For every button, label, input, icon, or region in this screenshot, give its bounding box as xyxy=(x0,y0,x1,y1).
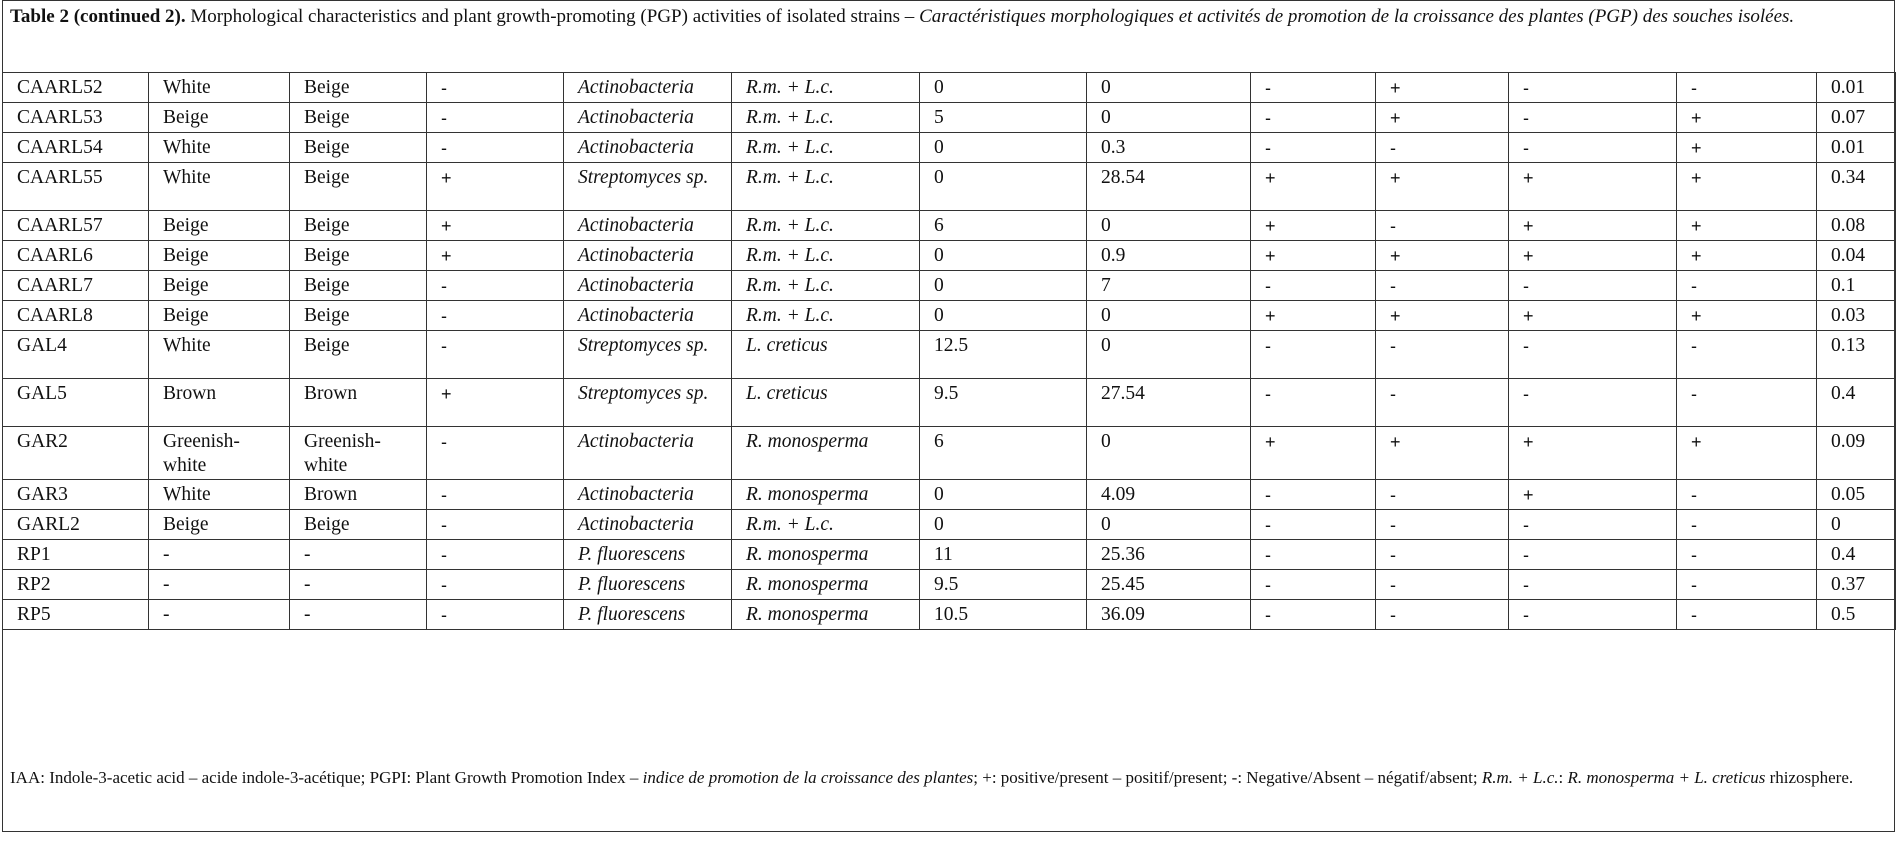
table-row xyxy=(3,163,1896,211)
cell-pigment: - xyxy=(427,570,564,600)
cell-strain: RP2 xyxy=(3,570,149,600)
cell-substrate-mycelium: Beige xyxy=(290,133,427,163)
cell-col11: - xyxy=(1509,540,1677,570)
cell-col10: + xyxy=(1376,301,1509,331)
cell-aerial-mycelium: Greenish-white xyxy=(149,427,290,480)
cell-iaa: 9.5 xyxy=(920,379,1087,427)
cell-substrate-mycelium: Beige xyxy=(290,510,427,540)
table-row xyxy=(3,540,1896,570)
cell-pgpi: 0.4 xyxy=(1817,379,1896,427)
table-row xyxy=(3,480,1896,510)
cell-iaa: 0 xyxy=(920,271,1087,301)
cell-identification: Actinobacteria xyxy=(564,133,732,163)
cell-col9: + xyxy=(1251,163,1376,211)
table-row xyxy=(3,427,1896,480)
cell-strain: RP1 xyxy=(3,540,149,570)
cell-aerial-mycelium: Beige xyxy=(149,510,290,540)
cell-col10: - xyxy=(1376,540,1509,570)
cell-pigment: - xyxy=(427,271,564,301)
cell-pigment: - xyxy=(427,480,564,510)
cell-col9: - xyxy=(1251,331,1376,379)
cell-col12: + xyxy=(1677,103,1817,133)
table-row xyxy=(3,211,1896,241)
cell-iaa: 6 xyxy=(920,427,1087,480)
cell-col11: - xyxy=(1509,73,1677,103)
cell-col9: - xyxy=(1251,480,1376,510)
cell-col9: + xyxy=(1251,241,1376,271)
cell-col11: - xyxy=(1509,103,1677,133)
cell-col12: - xyxy=(1677,510,1817,540)
cell-pigment: - xyxy=(427,600,564,630)
cell-origin: R. monosperma xyxy=(732,480,920,510)
cell-col9: - xyxy=(1251,379,1376,427)
cell-col10: - xyxy=(1376,211,1509,241)
cell-aerial-mycelium: White xyxy=(149,73,290,103)
cell-phosphate: 0 xyxy=(1087,427,1251,480)
cell-col12: + xyxy=(1677,133,1817,163)
table-row xyxy=(3,331,1896,379)
cell-pgpi: 0.04 xyxy=(1817,241,1896,271)
cell-origin: R.m. + L.c. xyxy=(732,301,920,331)
cell-origin: R.m. + L.c. xyxy=(732,73,920,103)
cell-identification: Streptomyces sp. xyxy=(564,331,732,379)
cell-col12: - xyxy=(1677,73,1817,103)
cell-phosphate: 28.54 xyxy=(1087,163,1251,211)
cell-pgpi: 0.34 xyxy=(1817,163,1896,211)
cell-pigment: + xyxy=(427,379,564,427)
cell-pgpi: 0 xyxy=(1817,510,1896,540)
cell-col11: - xyxy=(1509,379,1677,427)
cell-phosphate: 0 xyxy=(1087,103,1251,133)
cell-pgpi: 0.03 xyxy=(1817,301,1896,331)
cell-iaa: 12.5 xyxy=(920,331,1087,379)
cell-strain: GARL2 xyxy=(3,510,149,540)
cell-pgpi: 0.4 xyxy=(1817,540,1896,570)
cell-col10: - xyxy=(1376,133,1509,163)
cell-col12: - xyxy=(1677,379,1817,427)
cell-col10: - xyxy=(1376,331,1509,379)
cell-substrate-mycelium: Beige xyxy=(290,301,427,331)
footnote-part3: ; +: positive/present – positif/present; -: Negative/Absent – négatif/absent; xyxy=(973,768,1482,787)
cell-aerial-mycelium: White xyxy=(149,480,290,510)
cell-pgpi: 0.5 xyxy=(1817,600,1896,630)
cell-strain: GAL4 xyxy=(3,331,149,379)
cell-pigment: + xyxy=(427,211,564,241)
cell-origin: R. monosperma xyxy=(732,600,920,630)
cell-iaa: 11 xyxy=(920,540,1087,570)
cell-pgpi: 0.01 xyxy=(1817,73,1896,103)
cell-strain: CAARL57 xyxy=(3,211,149,241)
cell-pigment: - xyxy=(427,103,564,133)
cell-pgpi: 0.37 xyxy=(1817,570,1896,600)
cell-strain: CAARL53 xyxy=(3,103,149,133)
strains-table xyxy=(2,72,1896,630)
table-row xyxy=(3,570,1896,600)
cell-col9: - xyxy=(1251,73,1376,103)
caption-french: Caractéristiques morphologiques et activités de promotion de la croissance des plantes (PGP) des souches isolées. xyxy=(919,6,1795,27)
cell-phosphate: 0 xyxy=(1087,301,1251,331)
cell-origin: L. creticus xyxy=(732,379,920,427)
table-row xyxy=(3,379,1896,427)
cell-phosphate: 7 xyxy=(1087,271,1251,301)
cell-col10: - xyxy=(1376,600,1509,630)
cell-substrate-mycelium: Brown xyxy=(290,480,427,510)
cell-col11: - xyxy=(1509,271,1677,301)
cell-col11: - xyxy=(1509,133,1677,163)
cell-iaa: 0 xyxy=(920,73,1087,103)
cell-strain: CAARL6 xyxy=(3,241,149,271)
cell-substrate-mycelium: Beige xyxy=(290,73,427,103)
cell-col10: - xyxy=(1376,480,1509,510)
cell-identification: Actinobacteria xyxy=(564,73,732,103)
cell-col9: - xyxy=(1251,600,1376,630)
cell-col12: - xyxy=(1677,570,1817,600)
cell-iaa: 5 xyxy=(920,103,1087,133)
cell-identification: P. fluorescens xyxy=(564,540,732,570)
table-body xyxy=(3,73,1896,630)
caption-english: Morphological characteristics and plant growth-promoting (PGP) activities of isolated strains – xyxy=(185,6,920,27)
table-row xyxy=(3,600,1896,630)
cell-pigment: - xyxy=(427,73,564,103)
cell-phosphate: 25.36 xyxy=(1087,540,1251,570)
cell-substrate-mycelium: Greenish-white xyxy=(290,427,427,480)
cell-col9: - xyxy=(1251,540,1376,570)
cell-pigment: + xyxy=(427,163,564,211)
cell-substrate-mycelium: Beige xyxy=(290,241,427,271)
footnote-part6: R. monosperma + L. creticus xyxy=(1567,768,1766,787)
cell-phosphate: 25.45 xyxy=(1087,570,1251,600)
cell-col9: - xyxy=(1251,570,1376,600)
cell-origin: R. monosperma xyxy=(732,427,920,480)
cell-identification: Actinobacteria xyxy=(564,211,732,241)
cell-col12: - xyxy=(1677,540,1817,570)
cell-origin: L. creticus xyxy=(732,331,920,379)
cell-origin: R.m. + L.c. xyxy=(732,271,920,301)
table-row xyxy=(3,510,1896,540)
cell-iaa: 0 xyxy=(920,301,1087,331)
cell-col12: + xyxy=(1677,301,1817,331)
cell-aerial-mycelium: Beige xyxy=(149,271,290,301)
cell-phosphate: 0 xyxy=(1087,331,1251,379)
cell-aerial-mycelium: Brown xyxy=(149,379,290,427)
cell-col11: - xyxy=(1509,331,1677,379)
cell-col12: - xyxy=(1677,271,1817,301)
cell-aerial-mycelium: White xyxy=(149,133,290,163)
footnote-part1: IAA: Indole-3-acetic acid – acide indole-3-acétique; PGPI: Plant Growth Promotion Index – xyxy=(10,768,643,787)
cell-aerial-mycelium: - xyxy=(149,570,290,600)
cell-origin: R.m. + L.c. xyxy=(732,241,920,271)
cell-iaa: 0 xyxy=(920,133,1087,163)
cell-col10: + xyxy=(1376,73,1509,103)
cell-strain: CAARL55 xyxy=(3,163,149,211)
cell-identification: Streptomyces sp. xyxy=(564,379,732,427)
cell-identification: Streptomyces sp. xyxy=(564,163,732,211)
cell-pgpi: 0.07 xyxy=(1817,103,1896,133)
cell-col9: + xyxy=(1251,427,1376,480)
cell-col11: + xyxy=(1509,480,1677,510)
cell-identification: Actinobacteria xyxy=(564,271,732,301)
cell-col12: - xyxy=(1677,600,1817,630)
table-row xyxy=(3,73,1896,103)
cell-col10: - xyxy=(1376,379,1509,427)
cell-strain: GAL5 xyxy=(3,379,149,427)
cell-col9: - xyxy=(1251,510,1376,540)
cell-pigment: - xyxy=(427,133,564,163)
cell-pgpi: 0.09 xyxy=(1817,427,1896,480)
cell-strain: CAARL54 xyxy=(3,133,149,163)
table-footnote xyxy=(10,766,1870,790)
cell-iaa: 9.5 xyxy=(920,570,1087,600)
cell-col11: + xyxy=(1509,301,1677,331)
cell-col9: - xyxy=(1251,271,1376,301)
cell-origin: R.m. + L.c. xyxy=(732,163,920,211)
cell-iaa: 6 xyxy=(920,211,1087,241)
cell-col9: + xyxy=(1251,211,1376,241)
cell-phosphate: 0.9 xyxy=(1087,241,1251,271)
cell-identification: Actinobacteria xyxy=(564,103,732,133)
cell-col9: - xyxy=(1251,133,1376,163)
cell-aerial-mycelium: Beige xyxy=(149,301,290,331)
cell-pgpi: 0.1 xyxy=(1817,271,1896,301)
cell-col9: - xyxy=(1251,103,1376,133)
cell-pgpi: 0.05 xyxy=(1817,480,1896,510)
cell-strain: GAR2 xyxy=(3,427,149,480)
footnote-part2: indice de promotion de la croissance des plantes xyxy=(642,768,974,787)
cell-substrate-mycelium: Beige xyxy=(290,103,427,133)
cell-substrate-mycelium: Beige xyxy=(290,271,427,301)
cell-pigment: + xyxy=(427,241,564,271)
cell-col11: - xyxy=(1509,600,1677,630)
cell-col11: + xyxy=(1509,211,1677,241)
cell-origin: R.m. + L.c. xyxy=(732,510,920,540)
cell-identification: Actinobacteria xyxy=(564,510,732,540)
cell-phosphate: 36.09 xyxy=(1087,600,1251,630)
cell-identification: Actinobacteria xyxy=(564,241,732,271)
cell-col11: + xyxy=(1509,241,1677,271)
cell-strain: RP5 xyxy=(3,600,149,630)
cell-iaa: 10.5 xyxy=(920,600,1087,630)
table-caption xyxy=(10,4,1880,29)
cell-strain: GAR3 xyxy=(3,480,149,510)
table-row xyxy=(3,103,1896,133)
cell-phosphate: 0.3 xyxy=(1087,133,1251,163)
cell-col10: - xyxy=(1376,510,1509,540)
cell-aerial-mycelium: Beige xyxy=(149,103,290,133)
cell-col10: + xyxy=(1376,427,1509,480)
cell-iaa: 0 xyxy=(920,163,1087,211)
cell-phosphate: 0 xyxy=(1087,73,1251,103)
cell-strain: CAARL7 xyxy=(3,271,149,301)
cell-substrate-mycelium: - xyxy=(290,540,427,570)
cell-col12: + xyxy=(1677,241,1817,271)
cell-phosphate: 0 xyxy=(1087,510,1251,540)
cell-pigment: - xyxy=(427,427,564,480)
cell-pgpi: 0.08 xyxy=(1817,211,1896,241)
table-row xyxy=(3,241,1896,271)
cell-origin: R.m. + L.c. xyxy=(732,103,920,133)
cell-col11: - xyxy=(1509,510,1677,540)
cell-col10: + xyxy=(1376,163,1509,211)
cell-iaa: 0 xyxy=(920,480,1087,510)
cell-col12: + xyxy=(1677,211,1817,241)
footnote-part4: R.m. + L.c. xyxy=(1481,768,1559,787)
cell-col12: + xyxy=(1677,427,1817,480)
cell-substrate-mycelium: Beige xyxy=(290,211,427,241)
cell-col11: + xyxy=(1509,163,1677,211)
cell-aerial-mycelium: White xyxy=(149,163,290,211)
cell-col10: + xyxy=(1376,241,1509,271)
cell-pigment: - xyxy=(427,331,564,379)
cell-substrate-mycelium: - xyxy=(290,570,427,600)
cell-substrate-mycelium: Beige xyxy=(290,163,427,211)
cell-origin: R.m. + L.c. xyxy=(732,133,920,163)
cell-identification: Actinobacteria xyxy=(564,427,732,480)
cell-pigment: - xyxy=(427,540,564,570)
cell-phosphate: 27.54 xyxy=(1087,379,1251,427)
cell-pgpi: 0.01 xyxy=(1817,133,1896,163)
cell-aerial-mycelium: - xyxy=(149,540,290,570)
cell-col11: - xyxy=(1509,570,1677,600)
table-row xyxy=(3,301,1896,331)
cell-phosphate: 4.09 xyxy=(1087,480,1251,510)
cell-identification: P. fluorescens xyxy=(564,570,732,600)
cell-col10: - xyxy=(1376,570,1509,600)
cell-identification: P. fluorescens xyxy=(564,600,732,630)
cell-origin: R. monosperma xyxy=(732,570,920,600)
cell-col12: - xyxy=(1677,331,1817,379)
cell-col12: + xyxy=(1677,163,1817,211)
cell-pigment: - xyxy=(427,301,564,331)
cell-iaa: 0 xyxy=(920,241,1087,271)
cell-col10: - xyxy=(1376,271,1509,301)
cell-iaa: 0 xyxy=(920,510,1087,540)
cell-substrate-mycelium: Beige xyxy=(290,331,427,379)
cell-substrate-mycelium: Brown xyxy=(290,379,427,427)
cell-aerial-mycelium: Beige xyxy=(149,211,290,241)
cell-substrate-mycelium: - xyxy=(290,600,427,630)
cell-col12: - xyxy=(1677,480,1817,510)
cell-strain: CAARL52 xyxy=(3,73,149,103)
table-row xyxy=(3,133,1896,163)
cell-col11: + xyxy=(1509,427,1677,480)
cell-strain: CAARL8 xyxy=(3,301,149,331)
cell-col9: + xyxy=(1251,301,1376,331)
cell-col10: + xyxy=(1376,103,1509,133)
cell-phosphate: 0 xyxy=(1087,211,1251,241)
table-row xyxy=(3,271,1896,301)
footnote-part5: : xyxy=(1558,768,1568,787)
cell-origin: R.m. + L.c. xyxy=(732,211,920,241)
cell-aerial-mycelium: White xyxy=(149,331,290,379)
cell-aerial-mycelium: Beige xyxy=(149,241,290,271)
cell-aerial-mycelium: - xyxy=(149,600,290,630)
cell-origin: R. monosperma xyxy=(732,540,920,570)
cell-identification: Actinobacteria xyxy=(564,301,732,331)
caption-label: Table 2 (continued 2). xyxy=(10,6,186,27)
cell-identification: Actinobacteria xyxy=(564,480,732,510)
cell-pgpi: 0.13 xyxy=(1817,331,1896,379)
footnote-part7: rhizosphere. xyxy=(1765,768,1854,787)
cell-pigment: - xyxy=(427,510,564,540)
